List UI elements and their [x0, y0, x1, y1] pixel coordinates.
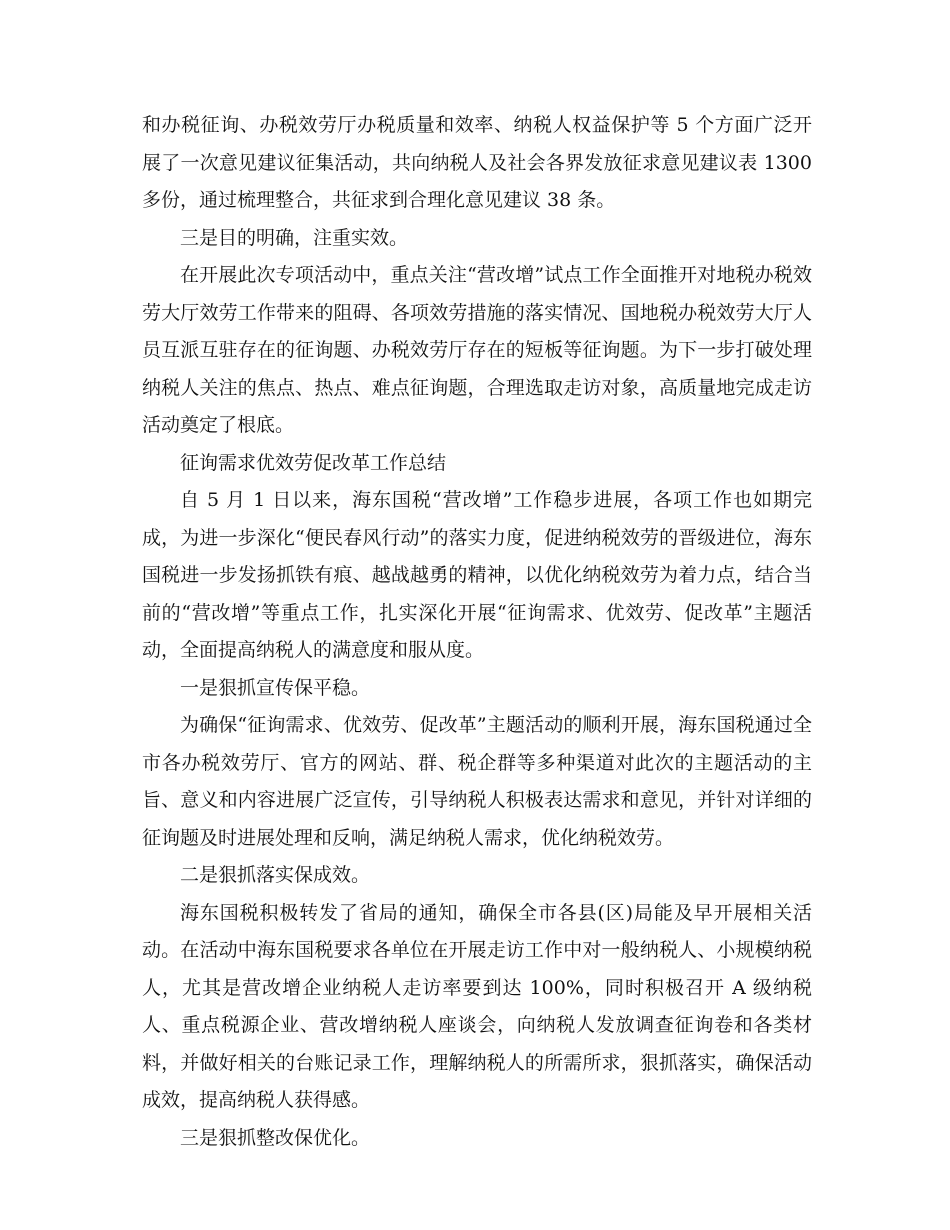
paragraph-4-heading: 征询需求优效劳促改革工作总结: [180, 451, 447, 474]
paragraph-8: 二是狠抓落实保成效。: [180, 864, 371, 886]
paragraph-2: 三是目的明确，注重实效。: [180, 226, 409, 249]
paragraph-6: 一是狠抓宣传保平稳。: [180, 676, 371, 699]
document-body: [142, 107, 812, 1157]
paragraph-9: 海东国税积极转发了省局的通知，确保全市各县(区)局能及早开展相关活动。在活动中海东国税要求各单位在开展走访工作中对一般纳税人、小规模纳税人，尤其是营改增企业纳税人走访率要到达 100%，同时积极召开 A 级纳税人、重点税源企业、营改增纳税人座谈会，向纳税人发放调查征询卷和各类材料，并做好相关的台账记录工作，理解纳税人的所需所求，狠抓落实，确保活动成效，提高纳税人获得感。: [142, 901, 812, 1111]
paragraph-10: 三是狠抓整改保优化。: [180, 1126, 371, 1149]
paragraph-1: 和办税征询、办税效劳厅办税质量和效率、纳税人权益保护等 5 个方面广泛开展了一次意见建议征集活动，共向纳税人及社会各界发放征求意见建议表 1300 多份，通过梳理整合，共征求到合理化意见建议 38 条。: [142, 114, 812, 211]
paragraph-5: 自 5 月 1 日以来，海东国税“营改增”工作稳步进展，各项工作也如期完成，为进一步深化“便民春风行动”的落实力度，促进纳税效劳的晋级进位，海东国税进一步发扬抓铁有痕、越战越勇的精神，以优化纳税效劳为着力点，结合当前的“营改增”等重点工作，扎实深化开展“征询需求、优效劳、促改革”主题活动，全面提高纳税人的满意度和服从度。: [142, 489, 812, 661]
paragraph-7: 为确保“征询需求、优效劳、促改革”主题活动的顺利开展，海东国税通过全市各办税效劳厅、官方的网站、群、税企群等多种渠道对此次的主题活动的主旨、意义和内容进展广泛宣传，引导纳税人积极表达需求和意见，并针对详细的征询题及时进展处理和反响，满足纳税人需求，优化纳税效劳。: [142, 714, 812, 849]
paragraph-3: 在开展此次专项活动中，重点关注“营改增”试点工作全面推开对地税办税效劳大厅效劳工作带来的阻碍、各项效劳措施的落实情况、国地税办税效劳大厅人员互派互驻存在的征询题、办税效劳厅存在的短板等征询题。为下一步打破处理纳税人关注的焦点、热点、难点征询题，合理选取走访对象，高质量地完成走访活动奠定了根底。: [142, 264, 812, 436]
